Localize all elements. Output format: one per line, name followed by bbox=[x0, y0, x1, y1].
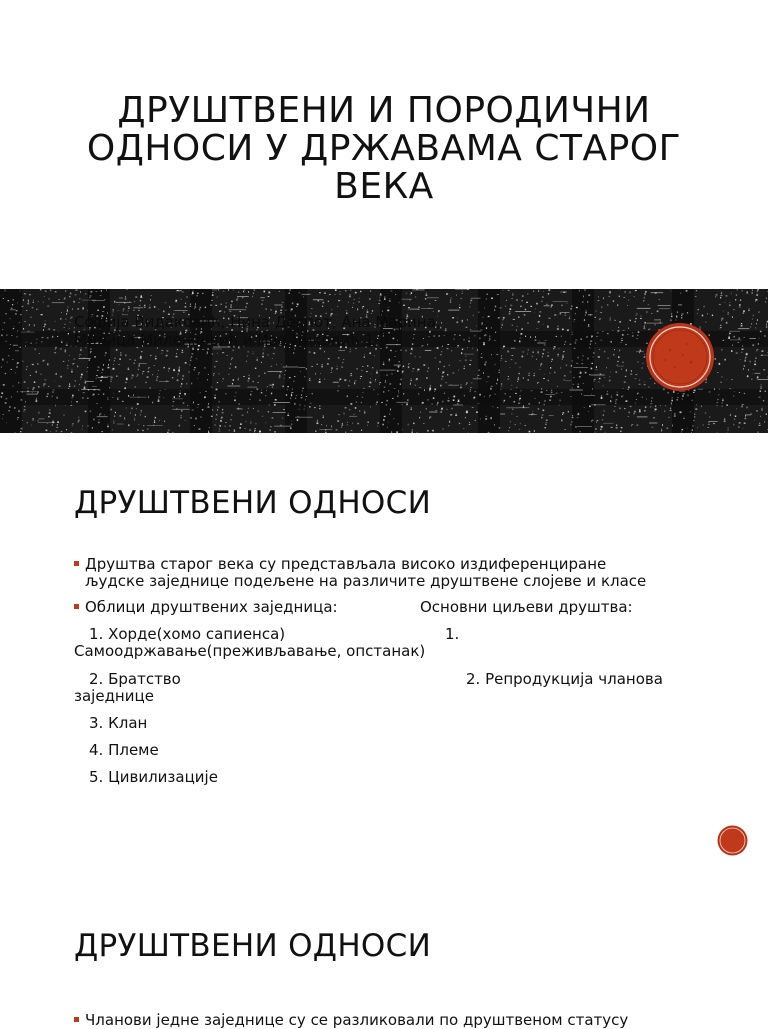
list-item-right: 2. Репродукција чланова bbox=[466, 671, 663, 688]
bullet-text: људске заједнице подељене на различите друштвене слојеве и класе bbox=[85, 573, 725, 590]
bullet-text-right: Основни циљеви друштва: bbox=[420, 599, 633, 616]
list-item: 4. Племе bbox=[74, 742, 729, 759]
title-line: ВЕКА bbox=[40, 168, 728, 206]
slide3-heading: ДРУШТВЕНИ ОДНОСИ bbox=[74, 929, 431, 963]
list-item-right: Самоодржавање(преживљавање, опстанак) bbox=[74, 643, 714, 660]
list-item: 3. Клан bbox=[74, 715, 729, 732]
bullet-item bbox=[74, 556, 725, 590]
slide2-heading: ДРУШТВЕНИ ОДНОСИ bbox=[74, 486, 431, 520]
bullet-item bbox=[74, 1012, 725, 1029]
title-line: ОДНОСИ У ДРЖАВАМА СТАРОГ bbox=[40, 130, 728, 168]
bullet-item bbox=[74, 599, 725, 616]
list-item: 2. Братство bbox=[74, 671, 714, 688]
list-row bbox=[74, 671, 714, 705]
authors bbox=[74, 313, 544, 349]
slide1-title bbox=[40, 92, 728, 206]
bullet-text: Чланови једне заједнице су се разликовали по друштвеном статусу bbox=[85, 1012, 725, 1029]
bullet-text: Облици друштвених заједница: bbox=[85, 598, 338, 616]
authors-line: Софија Видаковић, Нина Деспот, Ана Марина, bbox=[74, 313, 544, 331]
bullet-text: Друштва старог века су представљала високо издиференциране bbox=[85, 556, 725, 573]
decorative-circle-badge bbox=[645, 322, 715, 392]
title-line: ДРУШТВЕНИ И ПОРОДИЧНИ bbox=[40, 92, 728, 130]
list-item-right: заједнице bbox=[74, 688, 714, 705]
list-row bbox=[74, 626, 714, 660]
list-item: 5. Цивилизације bbox=[74, 769, 729, 786]
authors-line: Милица Миленковић и Ива Николић 1-8 bbox=[74, 331, 544, 349]
list-item-right: 1. bbox=[445, 626, 459, 643]
decorative-circle-badge-small bbox=[717, 825, 748, 856]
list-item: 1. Хорде(хомо сапиенса) bbox=[74, 626, 714, 643]
